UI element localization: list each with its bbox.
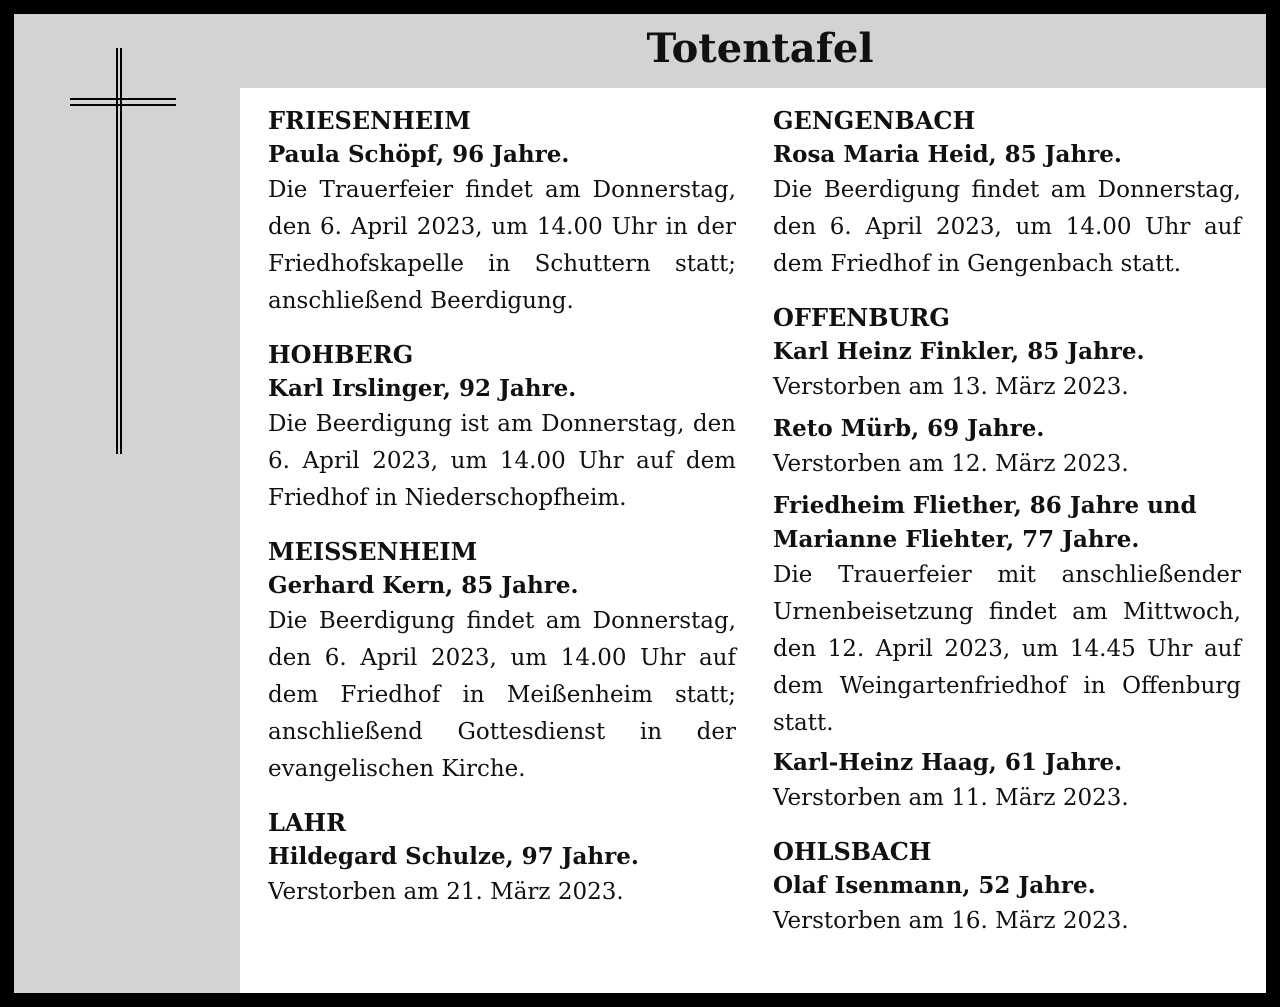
cross-vertical-bar bbox=[116, 48, 122, 454]
funeral-info: Die Trauerfeier mit anschließender Urnenbeisetzung findet am Mittwoch, den 12. April 2023, um 14.45 Uhr auf dem Weingartenfriedhof in Offenburg statt. bbox=[773, 562, 1241, 736]
funeral-info: Die Beerdigung findet am Donnerstag, den 6. April 2023, um 14.00 Uhr auf dem Friedhof in Gengenbach statt. bbox=[773, 177, 1241, 277]
left-column bbox=[268, 104, 736, 929]
page-title: Totentafel bbox=[646, 25, 874, 72]
death-date: Verstorben am 16. März 2023. bbox=[773, 908, 1129, 934]
person-name: Paula Schöpf, 96 Jahre. bbox=[268, 141, 570, 168]
funeral-info: Die Trauerfeier findet am Donnerstag, den 6. April 2023, um 14.00 Uhr in der Friedhofskapelle in Schuttern statt; anschließend Beerdigung. bbox=[268, 177, 736, 314]
death-date: Verstorben am 13. März 2023. bbox=[773, 374, 1129, 400]
town-heading: MEISSENHEIM bbox=[268, 537, 478, 566]
town-heading: FRIESENHEIM bbox=[268, 106, 471, 135]
section-ohlsbach bbox=[773, 835, 1241, 940]
cross-horizontal-bar bbox=[70, 98, 176, 106]
town-heading: HOHBERG bbox=[268, 340, 414, 369]
person-name: Reto Mürb, 69 Jahre. bbox=[773, 415, 1045, 442]
person-name: Olaf Isenmann, 52 Jahre. bbox=[773, 872, 1096, 899]
town-heading: LAHR bbox=[268, 808, 347, 837]
death-date: Verstorben am 21. März 2023. bbox=[268, 879, 624, 905]
town-heading: OHLSBACH bbox=[773, 837, 932, 866]
section-lahr bbox=[268, 806, 736, 911]
person-name: Karl Heinz Finkler, 85 Jahre. bbox=[773, 338, 1145, 365]
death-date: Verstorben am 11. März 2023. bbox=[773, 785, 1129, 811]
funeral-info: Die Beerdigung ist am Donnerstag, den 6. April 2023, um 14.00 Uhr auf dem Friedhof in Niederschopfheim. bbox=[268, 411, 736, 511]
person-name: Friedheim Fliether, 86 Jahre und Marianne Fliehter, 77 Jahre. bbox=[773, 492, 1197, 553]
right-column bbox=[773, 104, 1241, 958]
obituary-panel bbox=[240, 88, 1266, 993]
person-name: Hildegard Schulze, 97 Jahre. bbox=[268, 843, 639, 870]
town-heading: OFFENBURG bbox=[773, 303, 950, 332]
section-hohberg bbox=[268, 338, 736, 517]
funeral-info: Die Beerdigung findet am Donnerstag, den 6. April 2023, um 14.00 Uhr auf dem Friedhof in Meißenheim statt; anschließend Gottesdienst in der evangelischen Kirche. bbox=[268, 608, 736, 782]
person-name: Rosa Maria Heid, 85 Jahre. bbox=[773, 141, 1122, 168]
person-name: Karl-Heinz Haag, 61 Jahre. bbox=[773, 749, 1123, 776]
death-date: Verstorben am 12. März 2023. bbox=[773, 451, 1129, 477]
section-offenburg bbox=[773, 301, 1241, 817]
person-name: Karl Irslinger, 92 Jahre. bbox=[268, 375, 577, 402]
section-friesenheim bbox=[268, 104, 736, 320]
section-meissenheim bbox=[268, 535, 736, 788]
person-name: Gerhard Kern, 85 Jahre. bbox=[268, 572, 579, 599]
section-gengenbach bbox=[773, 104, 1241, 283]
town-heading: GENGENBACH bbox=[773, 106, 976, 135]
